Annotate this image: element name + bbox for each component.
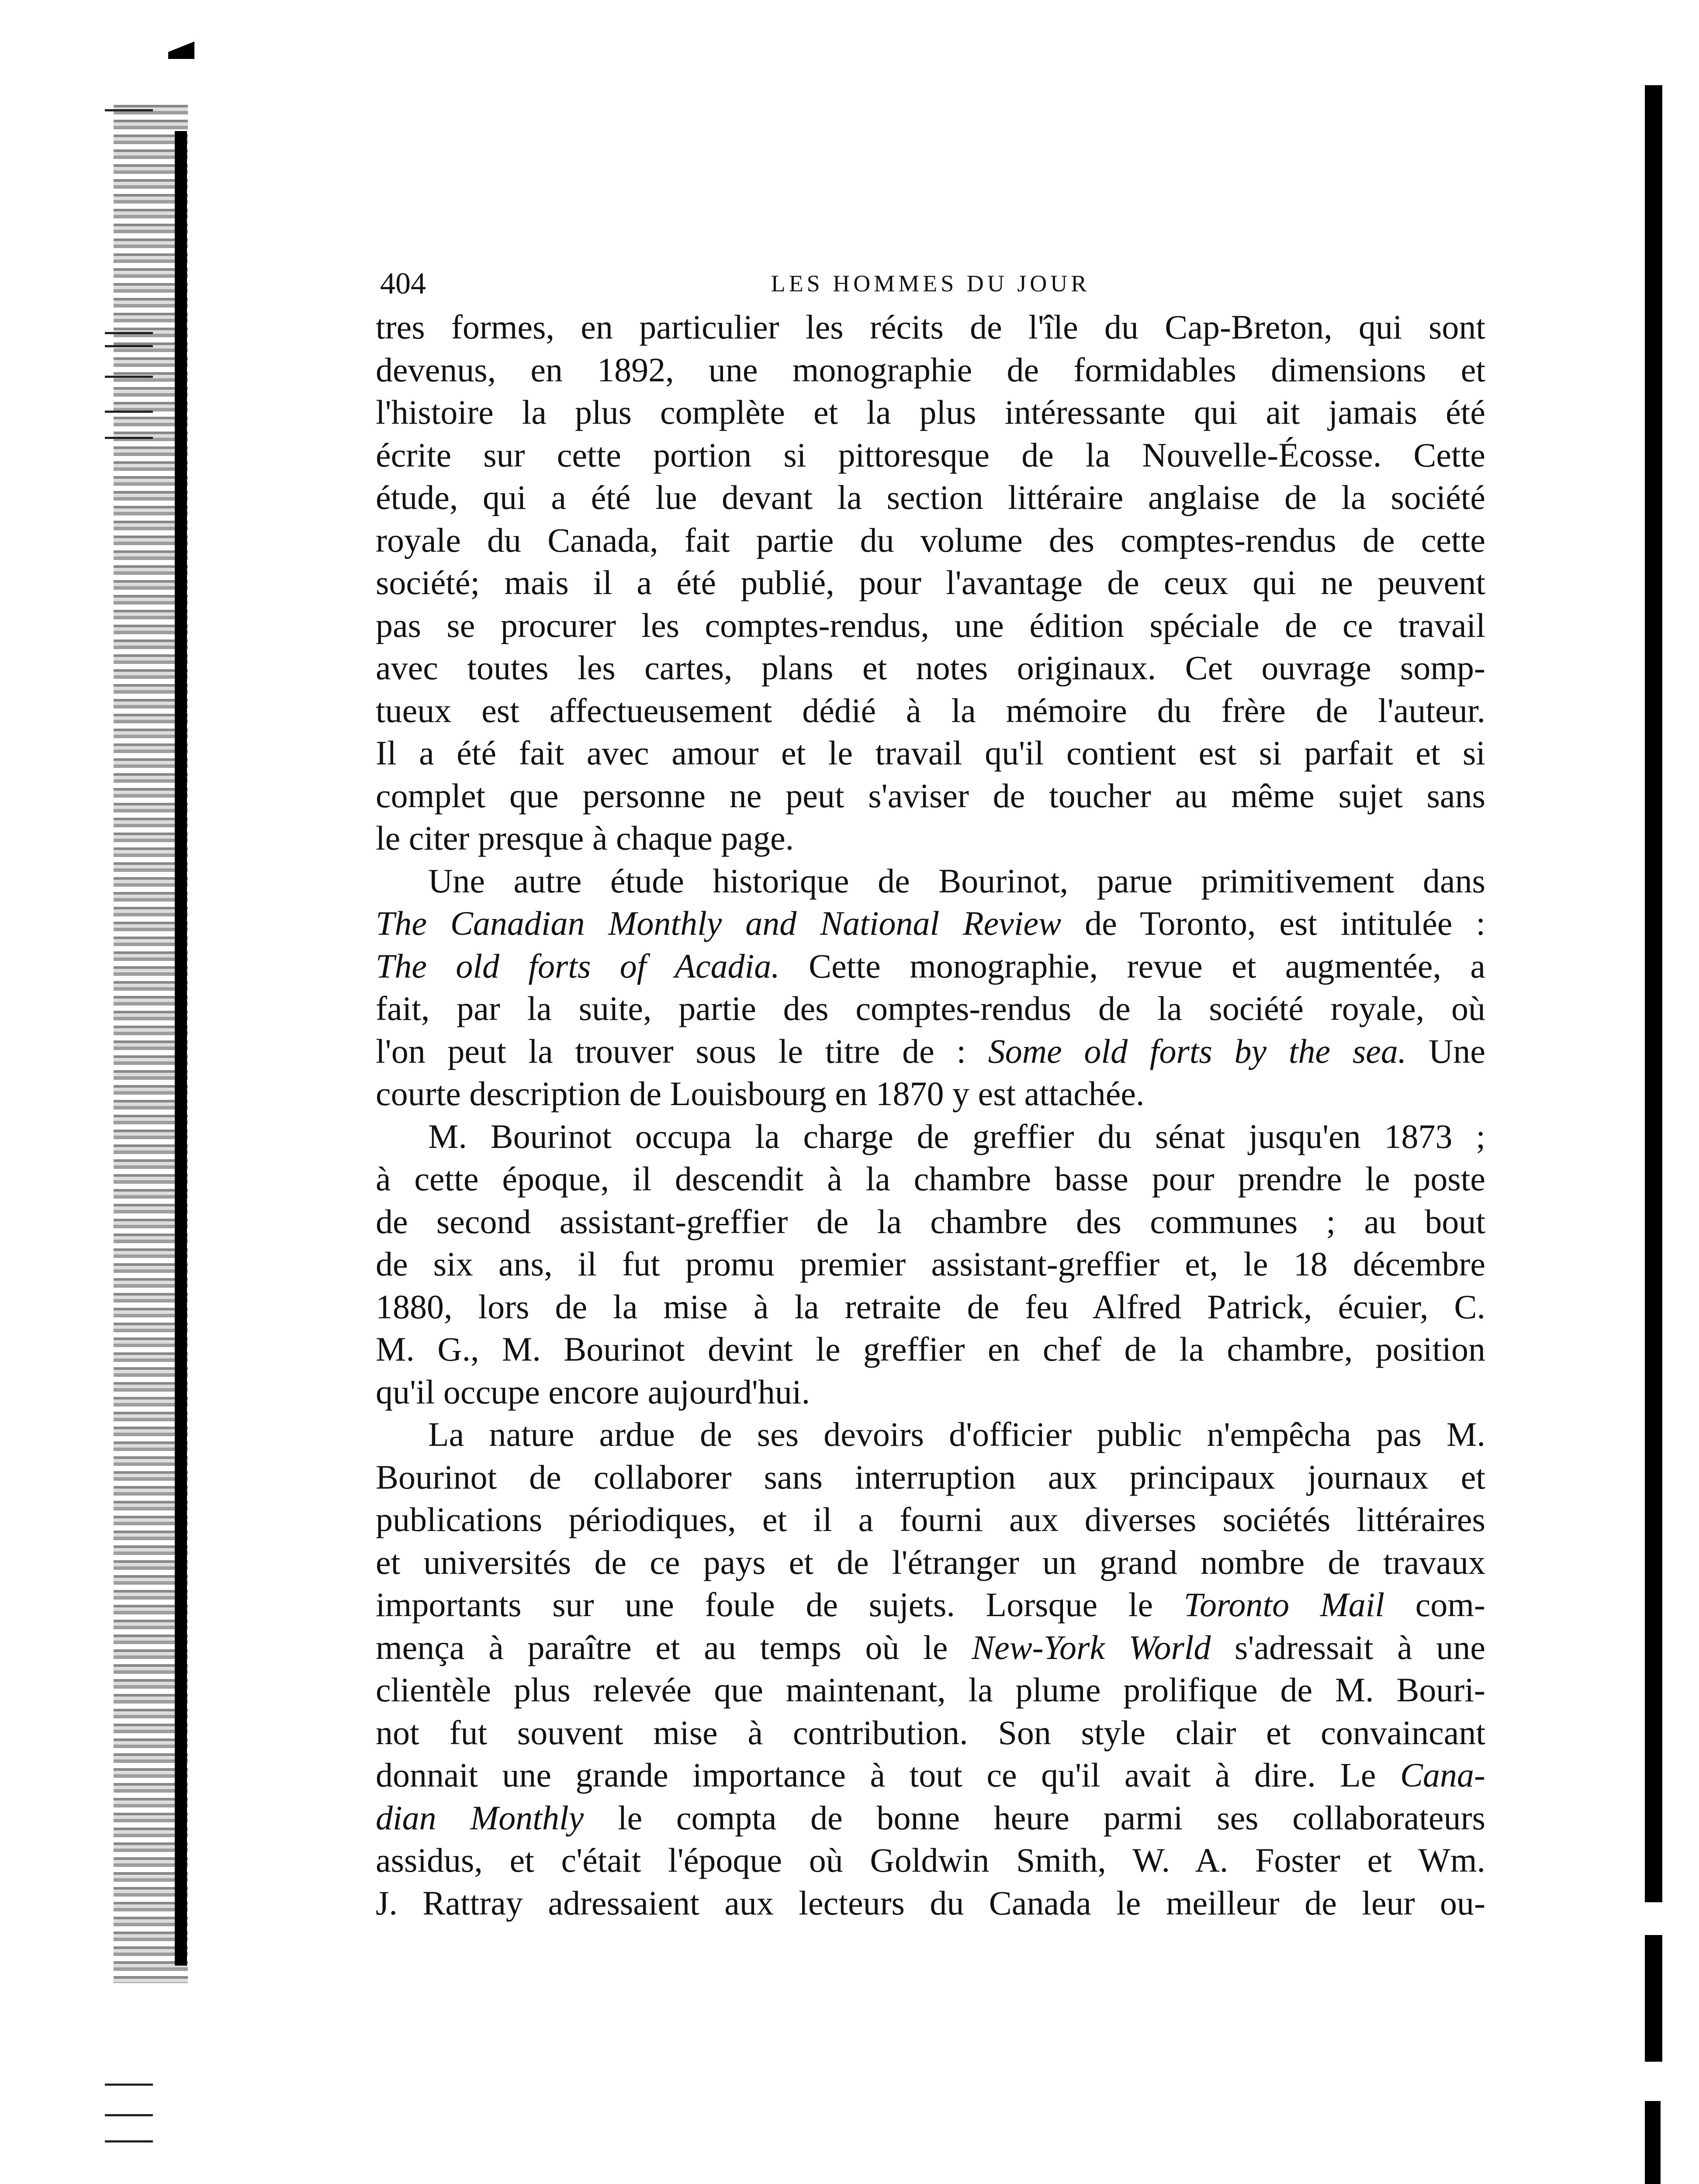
text-line [376,902,1485,945]
text-line [376,774,1485,817]
text-run: fait, par la suite, partie des comptes-rendus de la société royale, où [376,989,1485,1027]
text-run: not fut souvent mise à contribution. Son style clair et convaincant [376,1713,1485,1752]
text-line [376,1669,1485,1711]
text-line [376,1030,1485,1073]
text-line [376,945,1485,988]
text-line [376,1371,1485,1413]
text-run: le compta de bonne heure parmi ses collaborateurs [584,1798,1486,1837]
text-run: tres formes, en particulier les récits de l'île du Cap-Breton, qui sont [376,308,1485,346]
text-line [376,1498,1485,1541]
text-run: devenus, en 1892, une monographie de formidables dimensions et [376,350,1485,389]
text-line [376,689,1485,732]
text-run: tueux est affectueusement dédié à la mémoire du frère de l'auteur. [376,691,1485,729]
text-run: l'on peut la trouver sous le titre de : [376,1032,988,1070]
text-run: de Toronto, est intitulée : [1061,904,1485,942]
italic-title: The Canadian Monthly and National Review [376,904,1062,942]
text-run: Une [1406,1032,1485,1070]
text-run: étude, qui a été lue devant la section littéraire anglaise de la société [376,478,1485,516]
text-line [376,860,1485,902]
text-line [376,476,1485,519]
scan-binding-edge [175,131,187,1966]
text-line [376,434,1485,477]
text-line [376,1754,1485,1797]
text-run: société; mais il a été publié, pour l'avantage de ceux qui ne peuvent [376,563,1485,601]
text-line [376,349,1485,391]
text-run: publications périodiques, et il a fourni aux diverses sociétés littéraires [376,1500,1485,1538]
book-page [376,258,1485,1924]
scan-corner-mark [168,41,194,59]
text-run: Il a été fait avec amour et le travail qu'il contient est si parfait et si [376,734,1485,772]
text-line [376,604,1485,647]
text-line [376,732,1485,774]
text-line [376,391,1485,434]
text-line [376,1328,1485,1371]
text-line [376,1115,1485,1158]
italic-title: Cana- [1400,1756,1485,1794]
text-line [376,1200,1485,1243]
text-line [376,1286,1485,1328]
italic-title: Toronto Mail [1183,1586,1385,1624]
text-line [376,306,1485,349]
scan-right-edge-upper [1645,85,1662,1902]
italic-title: The old forts of Acadia. [376,947,780,985]
text-run: mença à paraître et au temps où le [376,1628,972,1666]
text-run: et universités de ce pays et de l'étranger un grand nombre de travaux [376,1543,1485,1581]
italic-title: Some old forts by the sea. [988,1032,1407,1070]
text-line [376,1882,1485,1925]
italic-title: dian Monthly [376,1798,584,1837]
scan-right-edge-bottom [1645,2101,1661,2184]
text-line [376,1541,1485,1584]
text-line [376,1797,1485,1839]
text-line [376,817,1485,860]
text-line [376,1711,1485,1754]
text-run: courte description de Louisbourg en 1870 y est attachée. [376,1075,1145,1113]
text-run: à cette époque, il descendit à la chambre basse pour prendre le poste [376,1160,1485,1198]
text-run: M. G., M. Bourinot devint le greffier en chef de la chambre, position [376,1330,1485,1368]
text-run: avec toutes les cartes, plans et notes originaux. Cet ouvrage somp- [376,649,1485,687]
text-run: pas se procurer les comptes-rendus, une édition spéciale de ce travail [376,606,1485,644]
text-run: de second assistant-greffier de la chambre des communes ; au bout [376,1202,1485,1241]
text-run: le citer presque à chaque page. [376,819,794,857]
text-run: importants sur une foule de sujets. Lorsque le [376,1586,1184,1624]
text-run: qu'il occupe encore aujourd'hui. [376,1372,810,1411]
text-run: Une autre étude historique de Bourinot, parue primitivement dans [428,861,1485,900]
italic-title: New-York World [972,1628,1211,1666]
scan-right-edge-lower [1645,1935,1662,2062]
text-line [376,1072,1485,1115]
text-line [376,987,1485,1030]
text-line [376,646,1485,689]
text-run: 1880, lors de la mise à la retraite de feu Alfred Patrick, écuier, C. [376,1287,1485,1326]
text-run: donnait une grande importance à tout ce qu'il avait à dire. Le [376,1756,1400,1794]
text-run: écrite sur cette portion si pittoresque de la Nouvelle-Écosse. Cette [376,435,1485,474]
scan-edge-ticks [105,0,153,2184]
text-run: Cette monographie, revue et augmentée, a [779,947,1485,985]
running-head [376,258,1485,306]
text-run: clientèle plus relevée que maintenant, la plume prolifique de M. Bouri- [376,1671,1485,1709]
text-run: l'histoire la plus complète et la plus intéressante qui ait jamais été [376,393,1485,431]
body-text [376,306,1485,1924]
text-line [376,1413,1485,1456]
text-run: de six ans, il fut promu premier assistant-greffier et, le 18 décembre [376,1245,1485,1283]
text-line [376,1583,1485,1626]
text-run: J. Rattray adressaient aux lecteurs du Canada le meilleur de leur ou- [376,1883,1485,1922]
text-run: royale du Canada, fait partie du volume des comptes-rendus de cette [376,521,1485,559]
text-run: M. Bourinot occupa la charge de greffier du sénat jusqu'en 1873 ; [428,1117,1485,1155]
running-title: LES HOMMES DU JOUR [771,270,1090,297]
text-run: assidus, et c'était l'époque où Goldwin Smith, W. A. Foster et Wm. [376,1841,1485,1879]
text-run: s'adressait à une [1211,1628,1485,1666]
text-line [376,1158,1485,1200]
text-line [376,1243,1485,1286]
text-line [376,561,1485,604]
text-line [376,1626,1485,1669]
text-line [376,1456,1485,1499]
text-line [376,1839,1485,1882]
page-number: 404 [380,267,426,301]
text-run: Bourinot de collaborer sans interruption aux principaux journaux et [376,1458,1485,1496]
text-run: La nature ardue de ses devoirs d'officier public n'empêcha pas M. [428,1415,1485,1453]
text-line [376,519,1485,562]
text-run: com- [1384,1586,1485,1624]
text-run: complet que personne ne peut s'aviser de toucher au même sujet sans [376,776,1485,815]
